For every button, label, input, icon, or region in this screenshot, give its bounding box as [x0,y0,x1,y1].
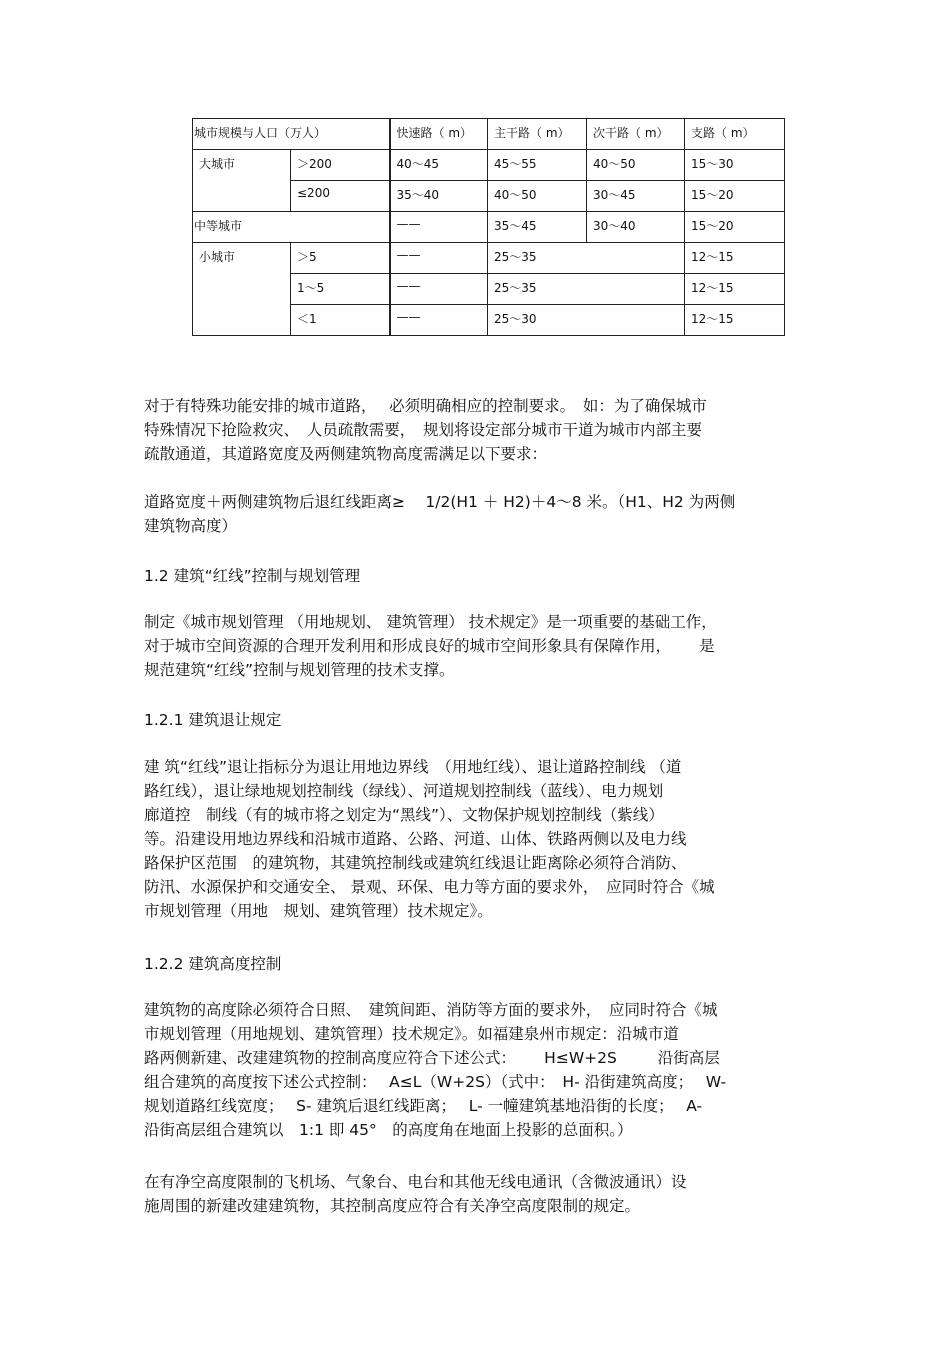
text-line: 沿街高层组合建筑以 1:1 即 45° 的高度角在地面上投影的总面积。） [144,1121,633,1139]
small-city-label: 小城市 [193,243,291,336]
road-width-table [192,118,785,336]
text-line: 规划道路红线宽度； S- 建筑后退红线距离； L- 一幢建筑基地沿街的长度； A- [144,1097,703,1115]
header-arterial: 主干路（ m） [488,119,587,150]
table-row [193,212,785,243]
cell-arterial-secondary: 25～35 [488,243,685,274]
table-header-row [193,119,785,150]
cell-expressway: —— [390,305,488,336]
paragraph-height-control [144,998,814,1142]
text-line: 市规划管理（用地 规划、建筑管理）技术规定》。 [144,902,493,920]
text-line: 对于有特殊功能安排的城市道路， 必须明确相应的控制要求。 如：为了确保城市 [144,397,707,415]
text-line: 廊道控 制线（有的城市将之划定为“黑线”）、文物保护规划控制线（紫线） [144,806,664,824]
text-line: 建 筑“红线”退让指标分为退让用地边界线 （用地红线）、退让道路控制线 （道 [144,758,682,776]
text-line: 组合建筑的高度按下述公式控制： A≤L（W+2S）（式中： H- 沿街建筑高度； W- [144,1073,727,1091]
text-line: 规范建筑“红线”控制与规划管理的技术支撑。 [144,661,455,679]
cell-arterial: 45～55 [488,150,587,181]
cell-secondary: 30～45 [587,181,685,212]
cell-branch: 12～15 [685,243,785,274]
text-line: 路两侧新建、改建建筑物的控制高度应符合下述公式： H≤W+2S 沿街高层 [144,1049,720,1067]
text-line: 防汛、水源保护和交通安全、 景观、环保、电力等方面的要求外， 应同时符合《城 [144,878,715,896]
cell-branch: 12～15 [685,274,785,305]
cell-pop: ＜1 [291,305,390,336]
cell-secondary: 30～40 [587,212,685,243]
cell-secondary: 40～50 [587,150,685,181]
cell-expressway: —— [390,274,488,305]
cell-expressway: 40～45 [390,150,488,181]
paragraph-clearance [144,1170,814,1218]
cell-expressway: —— [390,243,488,274]
cell-expressway: 35～40 [390,181,488,212]
cell-arterial: 35～45 [488,212,587,243]
cell-expressway: —— [390,212,488,243]
heading-1-2-2: 1.2.2 建筑高度控制 [144,955,282,973]
big-city-label: 大城市 [193,150,291,212]
header-expressway: 快速路（ m） [390,119,488,150]
paragraph-formula [144,490,814,538]
header-city-scale: 城市规模与人口（万人） [193,119,390,150]
paragraph-regulation [144,610,814,682]
cell-branch: 15～30 [685,150,785,181]
text-line: 制定《城市规划管理 （用地规划、 建筑管理） 技术规定》是一项重要的基础工作， [144,613,717,631]
cell-branch: 15～20 [685,181,785,212]
paragraph-special-roads [144,394,814,466]
cell-arterial-secondary: 25～30 [488,305,685,336]
text-line: 在有净空高度限制的飞机场、气象台、电台和其他无线电通讯（含微波通讯）设 [144,1173,687,1191]
text-line: 对于城市空间资源的合理开发利用和形成良好的城市空间形象具有保障作用， 是 [144,637,715,655]
cell-pop: ＞200 [291,150,390,181]
header-branch: 支路（ m） [685,119,785,150]
text-line: 路保护区范围 的建筑物，其建筑控制线或建筑红线退让距离除必须符合消防、 [144,854,687,872]
cell-pop: ＞5 [291,243,390,274]
cell-arterial-secondary: 25～35 [488,274,685,305]
text-line: 施周围的新建改建建筑物，其控制高度应符合有关净空高度限制的规定。 [144,1197,641,1215]
text-line: 道路宽度＋两侧建筑物后退红线距离≥ 1/2(H1 ＋ H2)＋4～8 米。（H1、H2 为两侧 [144,493,736,511]
text-line: 特殊情况下抢险救灾、 人员疏散需要， 规划将设定部分城市干道为城市内部主要 [144,421,703,439]
text-line: 等。沿建设用地边界线和沿城市道路、公路、河道、山体、铁路两侧以及电力线 [144,830,687,848]
heading-1-2: 1.2 建筑“红线”控制与规划管理 [144,567,361,585]
heading-1-2-1: 1.2.1 建筑退让规定 [144,711,282,729]
header-secondary: 次干路（ m） [587,119,685,150]
table-row [193,150,785,181]
cell-branch: 12～15 [685,305,785,336]
medium-city-label: 中等城市 [193,212,390,243]
text-line: 建筑物高度） [144,517,238,535]
cell-arterial: 40～50 [488,181,587,212]
text-line: 路红线），退让绿地规划控制线（绿线）、河道规划控制线（蓝线）、电力规划 [144,782,664,800]
table-row [193,243,785,274]
text-line: 疏散通道，其道路宽度及两侧建筑物高度需满足以下要求： [144,445,548,463]
text-line: 市规划管理（用地规划、建筑管理）技术规定》。如福建泉州市规定：沿城市道 [144,1025,679,1043]
text-line: 建筑物的高度除必须符合日照、 建筑间距、消防等方面的要求外， 应同时符合《城 [144,1001,718,1019]
cell-pop: 1～5 [291,274,390,305]
cell-branch: 15～20 [685,212,785,243]
paragraph-setback [144,755,814,923]
cell-pop: ≤200 [291,181,390,212]
